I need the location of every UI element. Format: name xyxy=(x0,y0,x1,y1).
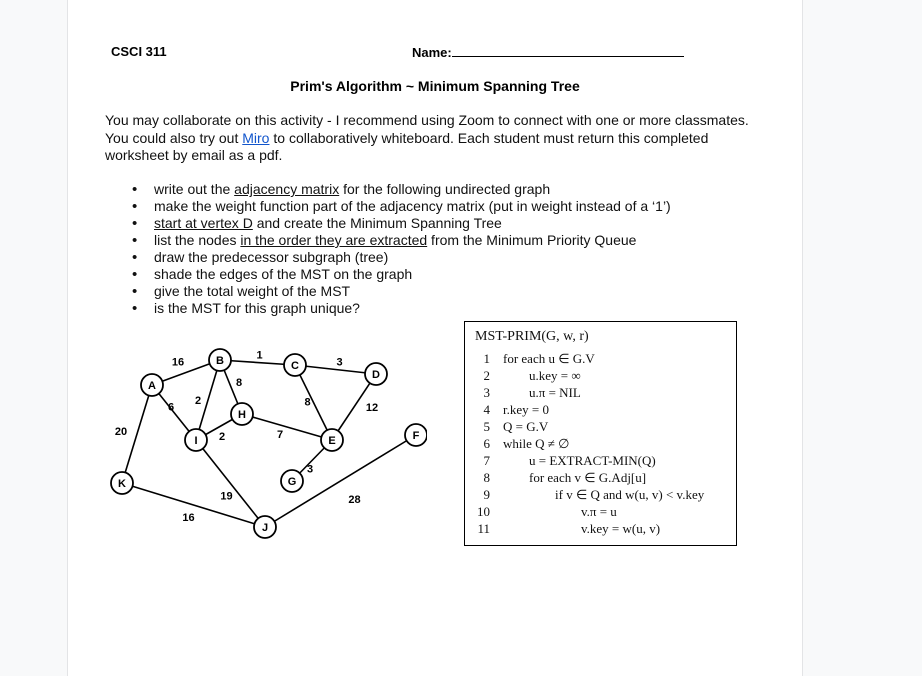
task-item xyxy=(105,266,671,283)
line-number: 1 xyxy=(483,351,490,366)
task-text: shade the edges of the MST on the graph xyxy=(154,266,413,282)
line-number: 11 xyxy=(477,521,490,536)
task-text: make the weight function part of the adjacency matrix (put in weight instead of a ‘1’) xyxy=(154,198,671,214)
task-text: draw the predecessor subgraph (tree) xyxy=(154,249,389,265)
code-text: v.π = u xyxy=(581,504,617,519)
edge-weight-label: 6 xyxy=(167,401,175,414)
pseudocode-line xyxy=(465,419,736,436)
edge-weight-label: 2 xyxy=(218,431,226,443)
pseudocode-line xyxy=(465,351,736,368)
edge-weight-label: 3 xyxy=(336,356,343,369)
task-underlined-text: start at vertex D xyxy=(154,215,253,231)
task-text: and create the Minimum Spanning Tree xyxy=(252,215,502,231)
task-item xyxy=(105,283,671,300)
task-list xyxy=(105,181,671,317)
node-label: B xyxy=(216,355,224,367)
edge-h-e xyxy=(242,414,332,440)
task-item xyxy=(105,232,671,249)
line-number: 8 xyxy=(483,470,490,485)
task-text: from the Minimum Priority Queue xyxy=(427,232,637,248)
task-item xyxy=(105,300,671,317)
line-number: 9 xyxy=(483,487,490,502)
edge-weight-label: 16 xyxy=(171,356,185,369)
node-label: D xyxy=(372,369,380,381)
edge-c-e xyxy=(295,365,332,440)
edge-weight-label: 28 xyxy=(348,494,361,506)
task-item xyxy=(105,249,671,266)
code-text: Q = G.V xyxy=(503,419,549,434)
node-label: I xyxy=(194,435,198,447)
intro-paragraph xyxy=(105,112,755,165)
code-text: while Q ≠ ∅ xyxy=(503,436,570,451)
edge-weight-label: 8 xyxy=(235,377,243,389)
graph-node-e xyxy=(321,429,343,451)
edge-weight-label: 2 xyxy=(194,395,202,407)
node-label: K xyxy=(118,478,126,490)
edge-weight-label: 20 xyxy=(114,426,128,438)
pseudocode-line xyxy=(465,368,736,385)
graph-node-f xyxy=(405,424,427,446)
task-text: write out the xyxy=(154,181,235,197)
graph-node-b xyxy=(209,349,231,371)
graph-node-j xyxy=(254,516,276,538)
code-text: u.key = ∞ xyxy=(529,368,581,383)
pseudocode-line xyxy=(465,521,736,538)
algorithm-title: MST-PRIM(G, w, r) xyxy=(475,329,589,344)
graph-node-h xyxy=(231,403,253,425)
pseudocode-line xyxy=(465,385,736,402)
code-text: r.key = 0 xyxy=(503,402,549,417)
graph-node-k xyxy=(111,472,133,494)
edge-weight-label: 8 xyxy=(304,396,311,409)
edge-weight-label: 16 xyxy=(182,512,195,524)
undirected-graph-diagram xyxy=(107,340,427,545)
task-item xyxy=(105,198,671,215)
line-number: 2 xyxy=(483,368,490,383)
task-item xyxy=(105,215,671,232)
node-label: G xyxy=(287,476,297,488)
name-field xyxy=(412,44,684,60)
intro-text-before: You may collaborate on this activity - I recommend using Zoom to connect with one or more classmates. You could also try out xyxy=(105,112,749,146)
edge-weight-label: 1 xyxy=(256,349,263,362)
task-text: is the MST for this graph unique? xyxy=(154,300,360,316)
mst-prim-pseudocode xyxy=(464,321,737,546)
code-text: for each u ∈ G.V xyxy=(503,351,595,366)
pseudocode-line xyxy=(465,470,736,487)
miro-link[interactable]: Miro xyxy=(242,129,270,146)
graph-node-g xyxy=(281,470,303,492)
task-underlined-text: in the order they are extracted xyxy=(240,232,428,248)
task-text: list the nodes xyxy=(154,232,241,248)
line-number: 4 xyxy=(483,402,490,417)
pseudocode-line xyxy=(465,436,736,453)
name-label: Name: xyxy=(412,45,452,60)
graph-node-a xyxy=(141,374,163,396)
name-blank-line xyxy=(452,44,684,57)
pseudocode-line xyxy=(465,504,736,521)
edge-weight-label: 19 xyxy=(220,490,233,503)
node-label: C xyxy=(291,360,299,372)
edge-weight-label: 12 xyxy=(365,402,379,414)
line-number: 3 xyxy=(483,385,490,400)
code-text: u.π = NIL xyxy=(529,385,581,400)
edge-i-j xyxy=(196,440,265,527)
intro-text-after: to collaboratively whiteboard. Each student must return this completed worksheet by email as a pdf. xyxy=(105,129,709,163)
graph-node-c xyxy=(284,354,306,376)
worksheet-page xyxy=(67,0,803,676)
line-number: 6 xyxy=(483,436,490,451)
code-text: if v ∈ Q and w(u, v) < v.key xyxy=(555,487,705,502)
line-number: 7 xyxy=(483,453,490,468)
page-title: Prim's Algorithm ~ Minimum Spanning Tree xyxy=(290,78,580,94)
node-label: A xyxy=(148,380,156,392)
node-label: J xyxy=(261,522,269,534)
pseudocode-line xyxy=(465,402,736,419)
pseudocode-line xyxy=(465,487,736,504)
graph-node-d xyxy=(365,363,387,385)
task-text: for the following undirected graph xyxy=(339,181,551,197)
course-code: CSCI 311 xyxy=(111,44,167,59)
edge-weight-label: 3 xyxy=(306,463,314,476)
code-text: u = EXTRACT-MIN(Q) xyxy=(529,453,656,468)
node-label: H xyxy=(238,409,246,421)
node-label: F xyxy=(412,430,420,442)
code-text: v.key = w(u, v) xyxy=(581,521,661,536)
pseudocode-line xyxy=(465,453,736,470)
node-label: E xyxy=(328,435,336,447)
adjacency-matrix-link[interactable]: adjacency matrix xyxy=(234,181,340,197)
edge-weight-label: 7 xyxy=(276,429,284,441)
task-text: give the total weight of the MST xyxy=(154,283,351,299)
line-number: 10 xyxy=(477,504,490,519)
graph-node-i xyxy=(185,429,207,451)
task-item xyxy=(105,181,671,198)
code-text: for each v ∈ G.Adj[u] xyxy=(529,470,647,485)
line-number: 5 xyxy=(483,419,490,434)
